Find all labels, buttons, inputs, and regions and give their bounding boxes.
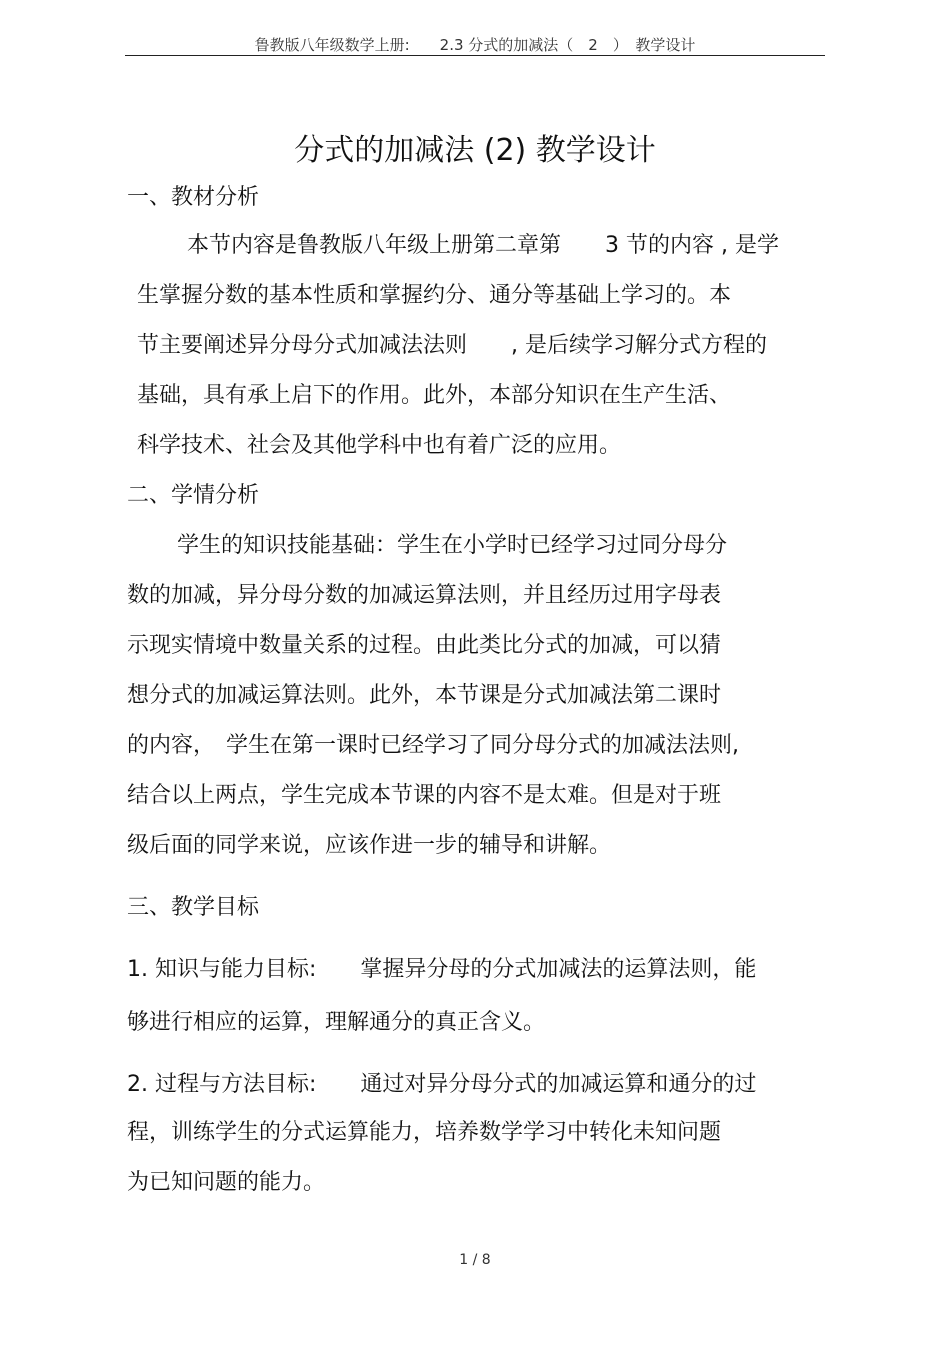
paragraph-line: 科学技术、社会及其他学科中也有着广泛的应用。 (137, 433, 622, 458)
paragraph-line: 学生的知识技能基础：学生在小学时已经学习过同分母分 (177, 533, 728, 558)
paragraph-line: 的内容， 学生在第一课时已经学习了同分母分式的加减法法则, (127, 733, 739, 758)
paragraph-line: 想分式的加减运算法则。此外，本节课是分式加减法第二课时 (127, 683, 722, 708)
paragraph-line: 基础，具有承上启下的作用。此外，本部分知识在生产生活、 (137, 383, 732, 408)
paragraph-line: 生掌握分数的基本性质和掌握约分、通分等基础上学习的。本 (137, 283, 732, 308)
document-title: 分式的加减法 (2) 教学设计 (294, 133, 656, 168)
page-number: 1 / 8 (459, 1252, 491, 1268)
paragraph-line: 级后面的同学来说，应该作进一步的辅导和讲解。 (127, 833, 612, 858)
paragraph-line: 够进行相应的运算，理解通分的真正含义。 (127, 1010, 546, 1035)
paragraph-line: 程，训练学生的分式运算能力，培养数学学习中转化未知问题 (127, 1120, 722, 1145)
paragraph-line: 本节内容是鲁教版八年级上册第二章第 3 节的内容 , 是学 (187, 233, 779, 258)
running-header: 鲁教版八年级数学上册: 2.3 分式的加减法（ 2 ） 教学设计 (254, 36, 696, 54)
paragraph-line: 2. 过程与方法目标: 通过对异分母分式的加减运算和通分的过 (127, 1072, 757, 1097)
paragraph-line: 1. 知识与能力目标: 掌握异分母的分式加减法的运算法则，能 (127, 957, 757, 982)
header-divider (125, 55, 825, 56)
paragraph-line: 数的加减，异分母分数的加减运算法则，并且经历过用字母表 (127, 583, 722, 608)
section-heading-student-analysis: 二、学情分析 (127, 483, 260, 508)
paragraph-line: 为已知问题的能力。 (127, 1170, 326, 1195)
section-heading-teaching-objectives: 三、教学目标 (127, 895, 260, 920)
paragraph-line: 示现实情境中数量关系的过程。由此类比分式的加减，可以猜 (127, 633, 722, 658)
paragraph-line: 结合以上两点，学生完成本节课的内容不是太难。但是对于班 (127, 783, 722, 808)
section-heading-textbook-analysis: 一、教材分析 (127, 185, 260, 210)
paragraph-line: 节主要阐述异分母分式加减法法则 , 是后续学习解分式方程的 (137, 333, 767, 358)
